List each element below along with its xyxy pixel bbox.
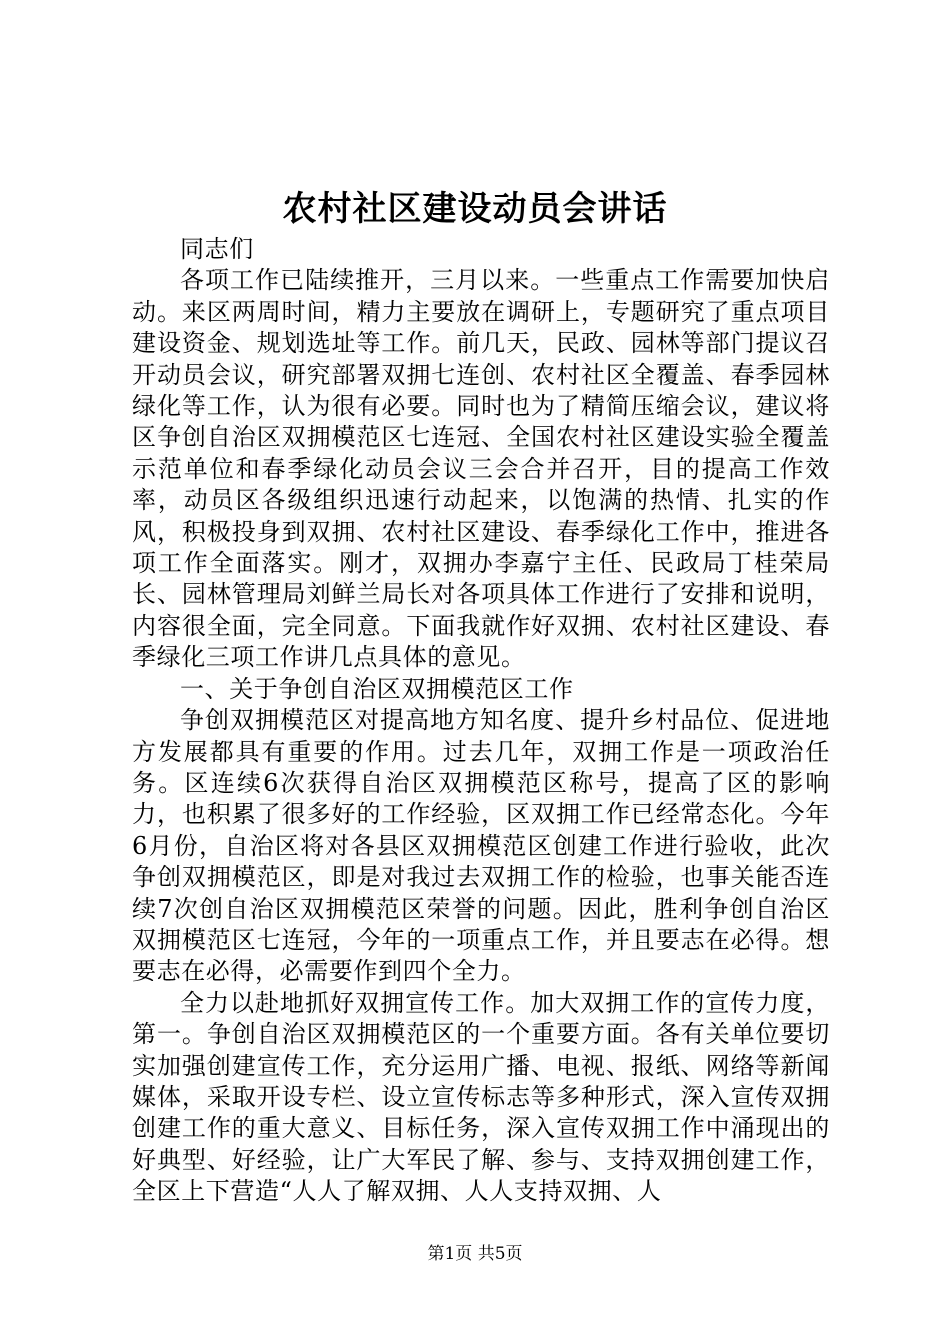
body-paragraph: 各项工作已陆续推开，三月以来。一些重点工作需要加快启动。来区两周时间，精力主要放在调研上，专题研究了重点项目建设资金、规划选址等工作。前几天，民政、园林等部门提议召开动员会议，研究部署双拥七连创、农村社区全覆盖、春季园林绿化等工作，认为很有必要。同时也为了精简压缩会议，建议将区争创自治区双拥模范区七连冠、全国农村社区建设实验全覆盖示范单位和春季绿化动员会议三会合并召开，目的提高工作效率，动员区各级组织迅速行动起来，以饱满的热情、扎实的作风，积极投身到双拥、农村社区建设、春季绿化工作中，推进各项工作全面落实。刚才，双拥办李嘉宁主任、民政局丁桂荣局长、园林管理局刘鲜兰局长对各项具体工作进行了安排和说明，内容很全面，完全同意。下面我就作好双拥、农村社区建设、春季绿化三项工作讲几点具体的意见。 <box>132 266 830 672</box>
salutation-paragraph: 同志们 <box>180 235 254 263</box>
section-heading: 一、关于争创自治区双拥模范区工作 <box>180 674 574 703</box>
document-title: 农村社区建设动员会讲话 <box>282 189 668 229</box>
document-body <box>132 234 830 1208</box>
page-number-footer: 第1页 共5页 <box>427 1244 523 1264</box>
body-paragraph: 争创双拥模范区对提高地方知名度、提升乡村品位、促进地方发展都具有重要的作用。过去几年，双拥工作是一项政治任务。区连续6次获得自治区双拥模范区称号，提高了区的影响力，也积累了很多好的工作经验，区双拥工作已经常态化。今年6月份，自治区将对各县区双拥模范区创建工作进行验收，此次争创双拥模范区，即是对我过去双拥工作的检验，也事关能否连续7次创自治区双拥模范区荣誉的问题。因此，胜利争创自治区双拥模范区七连冠，今年的一项重点工作，并且要志在必得。想要志在必得，必需要作到四个全力。 <box>132 706 830 986</box>
body-paragraph: 全力以赴地抓好双拥宣传工作。加大双拥工作的宣传力度，第一。争创自治区双拥模范区的一个重要方面。各有关单位要切实加强创建宣传工作，充分运用广播、电视、报纸、网络等新闻媒体，采取开设专栏、设立宣传标志等多种形式，深入宣传双拥创建工作的重大意义、目标任务，深入宣传双拥工作中涌现出的好典型、好经验，让广大军民了解、参与、支持双拥创建工作，全区上下营造“人人了解双拥、人人支持双拥、人 <box>132 988 830 1206</box>
